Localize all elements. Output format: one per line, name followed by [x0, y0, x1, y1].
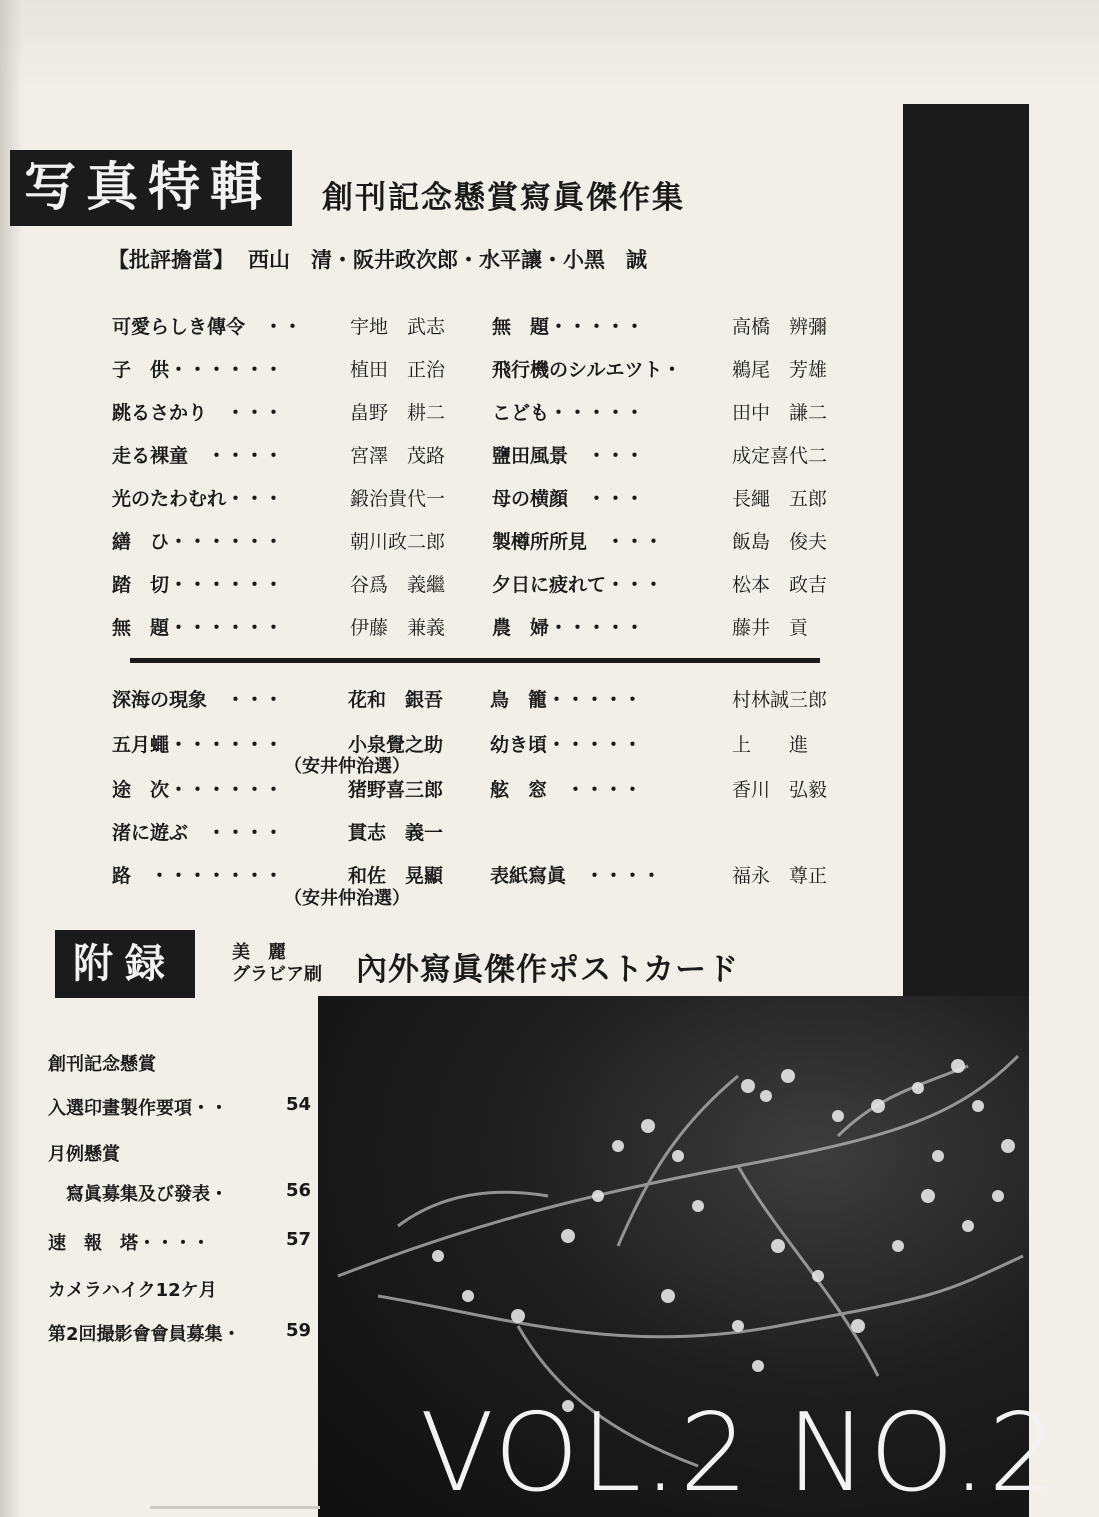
appendix-title: 內外寫眞傑作ポストカード — [356, 952, 740, 988]
entry-author: 花和 銀吾 — [348, 689, 444, 711]
special-feature-title: 写真特輯 — [10, 150, 292, 226]
list-item — [112, 818, 444, 845]
index-label: 速 報 塔・・・・ — [48, 1233, 210, 1254]
index-page: 56 — [286, 1180, 312, 1201]
index-label: 寫眞募集及び發表・ — [48, 1184, 228, 1205]
entry-author: 猪野喜三郎 — [348, 779, 444, 801]
entry-title: 無 題・・・・・ — [492, 316, 645, 338]
entry-title: 踏 切・・・・・・ — [112, 574, 284, 596]
list-item — [112, 312, 446, 339]
page-edge-shadow — [0, 0, 22, 1517]
entry-title: 子 供・・・・・・ — [112, 359, 284, 381]
section-divider — [130, 658, 820, 663]
entry-author: 鍛治貴代一 — [350, 488, 446, 510]
entry-title: 無 題・・・・・・ — [112, 617, 284, 639]
list-item — [490, 685, 828, 712]
entry-author: 宮澤 茂路 — [350, 445, 446, 467]
entry-author: 高橋 辨彌 — [732, 316, 828, 338]
critics-tag: 【批評擔當】 — [108, 248, 234, 272]
entry-author: 畠野 耕二 — [350, 402, 446, 424]
entry-title: 農 婦・・・・・ — [492, 617, 645, 639]
list-item — [112, 685, 444, 712]
list-item — [112, 355, 446, 382]
entry-author: 藤井 貢 — [732, 617, 809, 639]
list-item — [492, 527, 828, 554]
list-item — [112, 861, 444, 888]
entry-title: 可愛らしき傳令 ・・ — [112, 316, 303, 338]
index-item — [48, 1050, 156, 1076]
entry-title: 深海の現象 ・・・ — [112, 689, 284, 711]
index-item — [48, 1276, 217, 1302]
index-label: 創刊記念懸賞 — [48, 1054, 156, 1075]
entry-title: こども・・・・・ — [492, 402, 645, 424]
entry-title: 鹽田風景 ・・・ — [492, 445, 645, 467]
entry-title: 路 ・・・・・・・ — [112, 865, 284, 887]
list-item — [112, 527, 446, 554]
list-item — [492, 355, 828, 382]
entry-author: 和佐 晃顯 — [348, 865, 444, 887]
index-label: 第2回撮影會會員募集・ — [48, 1324, 241, 1345]
list-item — [492, 441, 828, 468]
list-item — [492, 613, 809, 640]
entry-author: 谷爲 義繼 — [350, 574, 446, 596]
entry-author: 松本 政吉 — [732, 574, 828, 596]
list-item — [490, 775, 828, 802]
appendix-label: 附録 — [55, 930, 195, 998]
entry-author: 小泉覺之助 — [348, 734, 444, 756]
critics-names: 西山 清・阪井政次郎・水平讓・小黑 誠 — [248, 248, 647, 272]
entry-author: 宇地 武志 — [350, 316, 446, 338]
entry-title: 繕 ひ・・・・・・ — [112, 531, 284, 553]
entry-title: 鳥 籠・・・・・ — [490, 689, 643, 711]
entry-author: 貫志 義一 — [348, 822, 444, 844]
entry-author: 飯島 俊夫 — [732, 531, 828, 553]
entry-title: 跳るさかり ・・・ — [112, 402, 284, 424]
index-page: 57 — [286, 1229, 312, 1250]
selector-note: （安井仲治選） — [284, 888, 410, 909]
entry-title: 走る裸童 ・・・・ — [112, 445, 284, 467]
entry-title: 五月蠅・・・・・・ — [112, 734, 284, 756]
appendix-type-line1: 美 麗 — [232, 942, 286, 963]
list-item — [490, 730, 809, 757]
entry-title: 母の横顔 ・・・ — [492, 488, 645, 510]
index-page: 54 — [286, 1094, 312, 1115]
selector-note: （安井仲治選） — [284, 756, 410, 777]
list-item — [112, 570, 446, 597]
index-item — [48, 1320, 312, 1346]
entry-title: 途 次・・・・・・ — [112, 779, 284, 801]
list-item — [112, 398, 446, 425]
entry-author: 香川 弘毅 — [732, 779, 828, 801]
list-item — [492, 570, 828, 597]
entry-author: 伊藤 兼義 — [350, 617, 446, 639]
page-top-margin — [0, 0, 1099, 100]
entry-author: 鵜尾 芳雄 — [732, 359, 828, 381]
list-item — [490, 861, 828, 888]
entry-title: 製樽所所見 ・・・ — [492, 531, 664, 553]
index-item — [48, 1180, 312, 1206]
entry-author: 福永 尊正 — [732, 865, 828, 887]
index-label: 月例懸賞 — [48, 1144, 120, 1165]
black-band — [903, 104, 1029, 999]
entry-title: 幼き頃・・・・・ — [490, 734, 643, 756]
entry-title: 表紙寫眞 ・・・・ — [490, 865, 662, 887]
index-item — [48, 1140, 120, 1166]
entry-title: 渚に遊ぶ ・・・・ — [112, 822, 284, 844]
list-item — [492, 312, 828, 339]
index-item — [48, 1229, 312, 1255]
entry-title: 飛行機のシルエツト・ — [492, 359, 682, 381]
list-item — [112, 613, 446, 640]
cover-volume-number: VOL.2 NO.2 — [420, 1391, 1059, 1516]
entry-author: 朝川政二郎 — [350, 531, 446, 553]
index-label: カメラハイク12ケ月 — [48, 1280, 217, 1301]
list-item — [492, 398, 828, 425]
appendix-type-line2: グラビア刷 — [232, 964, 322, 985]
index-page: 59 — [286, 1320, 312, 1341]
list-item — [112, 775, 444, 802]
feature-subtitle: 創刊記念懸賞寫眞傑作集 — [322, 180, 685, 216]
entry-title: 夕日に疲れて・・・ — [492, 574, 664, 596]
paper-crease — [150, 1506, 320, 1509]
list-item — [112, 484, 446, 511]
list-item — [112, 441, 446, 468]
entry-author: 植田 正治 — [350, 359, 446, 381]
entry-author: 田中 謙二 — [732, 402, 828, 424]
appendix-print-type — [232, 942, 322, 986]
entry-title: 舷 窓 ・・・・ — [490, 779, 643, 801]
entry-author: 長繩 五郎 — [732, 488, 828, 510]
index-item — [48, 1094, 312, 1120]
entry-author: 上 進 — [732, 734, 809, 756]
list-item — [492, 484, 828, 511]
entry-author: 村林誠三郎 — [732, 689, 828, 711]
entry-author: 成定喜代二 — [732, 445, 828, 467]
index-label: 入選印畫製作要項・・ — [48, 1098, 228, 1119]
entry-title: 光のたわむれ・・・ — [112, 488, 284, 510]
list-item — [112, 730, 444, 757]
critics-line — [108, 244, 647, 274]
